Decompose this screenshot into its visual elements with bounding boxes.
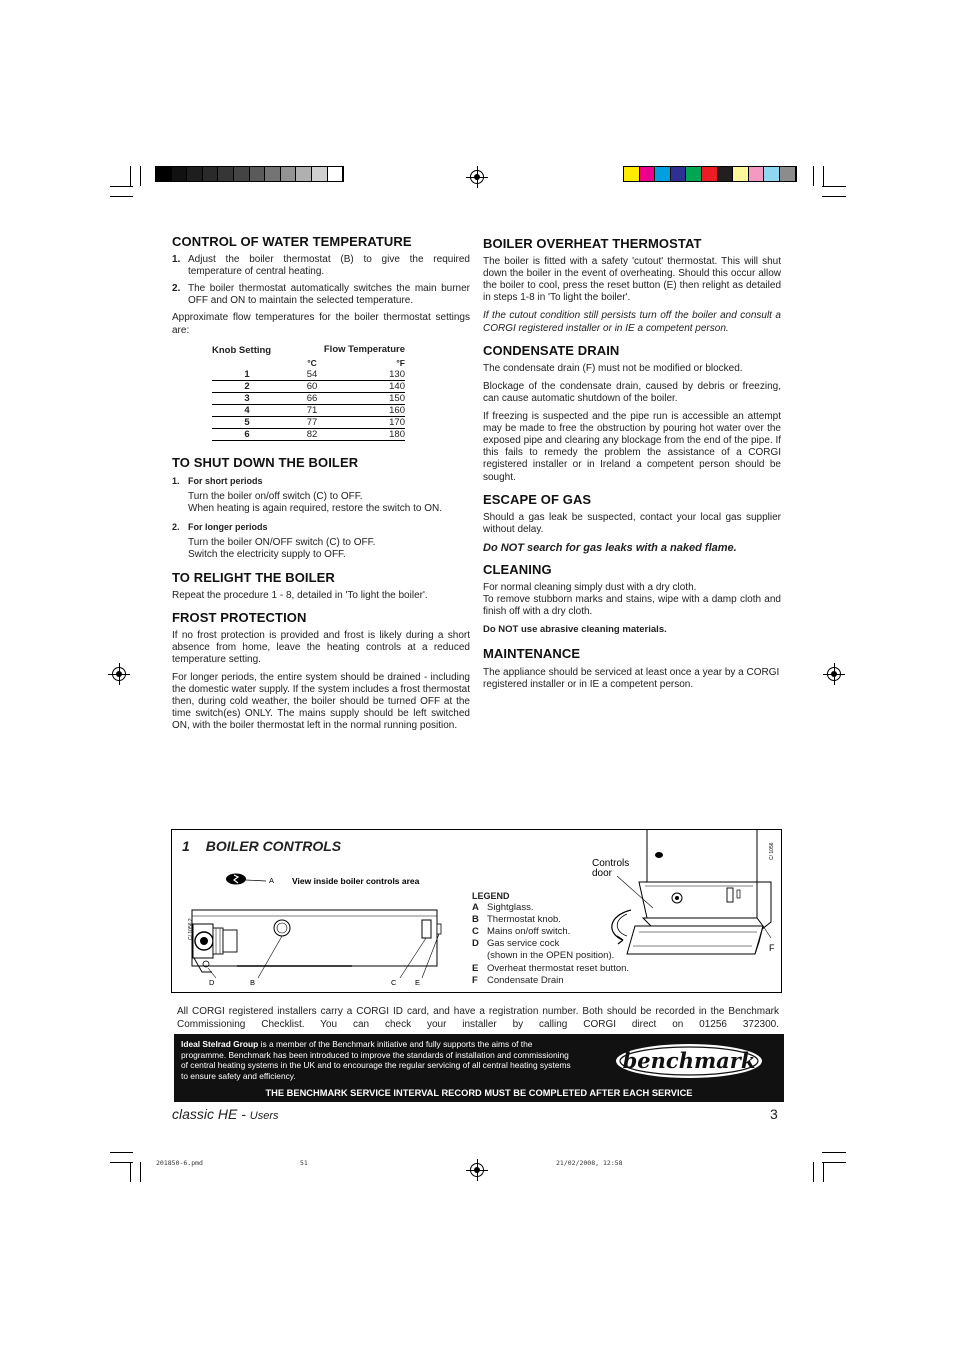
table-row: 3 66 150 [212, 392, 405, 404]
figure-ref-left: C/ 1056.2 [188, 918, 194, 940]
color-swatch [702, 167, 718, 181]
left-column [172, 236, 470, 739]
legend-item: E Overheat thermostat reset button. [472, 962, 630, 974]
relight-text: Repeat the procedure 1 - 8, detailed in 'To light the boiler'. [172, 589, 428, 601]
color-swatch [172, 167, 188, 181]
label-e: E [415, 978, 421, 987]
maintenance-heading: MAINTENANCE [483, 646, 581, 662]
frost-heading: FROST PROTECTION [172, 609, 307, 625]
cleaning-p1: For normal cleaning simply dust with a dry cloth. [483, 582, 697, 594]
maintenance-p1: The appliance should be serviced at least once a year by a CORGI registered installer or in IE a competent person. [483, 666, 780, 690]
water-temp-steps [172, 254, 470, 307]
registration-mark-top [466, 166, 488, 188]
water-temp-heading: CONTROL OF WATER TEMPERATURE [172, 234, 412, 249]
controls-area-diagram [172, 868, 462, 992]
legend-item: C Mains on/off switch. [472, 926, 571, 938]
boiler-controls-figure [171, 829, 782, 993]
boiler-diagram [587, 830, 783, 992]
temp-intro: Approximate flow temperatures for the boiler thermostat settings are: [172, 312, 470, 336]
cleaning-warning: Do NOT use abrasive cleaning materials. [483, 624, 667, 636]
list-item: 1. Adjust the boiler thermostat (B) to give the required temperature of central heating. [172, 254, 470, 278]
legend-item: A Sightglass. [472, 902, 534, 914]
long-period-title: 2. For longer periods [172, 522, 268, 533]
slug-page: 51 [300, 1159, 308, 1167]
table-unit-f: °F [396, 357, 405, 368]
legend-item: (shown in the OPEN position). [487, 950, 615, 962]
benchmark-banner [174, 1034, 784, 1102]
corgi-note: All CORGI registered installers carry a CORGI ID card, and have a registration number. Both should be recorded in the Benchmark Commissioning Checklist. You can check your installer by calling CORGI direct on 01256 372300. [177, 1006, 779, 1030]
controls-door-label-2: door [592, 868, 613, 879]
page-number: 3 [770, 1106, 778, 1122]
color-swatch [328, 167, 344, 181]
overheat-heading: BOILER OVERHEAT THERMOSTAT [483, 236, 702, 251]
frost-p1: If no frost protection is provided and frost is likely during a short absence from home, leave the heating controls at a reduced temperature setting. [172, 629, 470, 665]
color-swatch [780, 167, 796, 181]
color-swatch [218, 167, 234, 181]
short-period-title: 1. For short periods [172, 475, 263, 486]
label-c: C [391, 978, 397, 987]
sightglass-icon [226, 874, 266, 885]
table-row: 2 60 140 [212, 380, 405, 392]
list-item: 2. The boiler thermostat automatically switches the main burner OFF and ON to maintain the selected temperature. [172, 283, 470, 307]
label-f: F [769, 943, 775, 953]
registration-mark-right [823, 663, 845, 685]
gas-heading: ESCAPE OF GAS [483, 491, 592, 507]
page-footer-product: classic HE - Users [172, 1106, 279, 1122]
benchmark-footer: THE BENCHMARK SERVICE INTERVAL RECORD MUST BE COMPLETED AFTER EACH SERVICE [265, 1088, 693, 1098]
color-swatch [250, 167, 266, 181]
color-swatch [764, 167, 780, 181]
color-swatch [281, 167, 297, 181]
condensate-heading: CONDENSATE DRAIN [483, 342, 620, 358]
table-row: 1 54 130 [212, 369, 405, 381]
color-swatch [718, 167, 734, 181]
color-swatch [234, 167, 250, 181]
gas-warning: Do NOT search for gas leaks with a naked flame. [483, 541, 737, 554]
condensate-p2: Blockage of the condensate drain, caused by debris or freezing, can cause automatic shutdown of the boiler. [483, 380, 781, 404]
color-swatch [624, 167, 640, 181]
color-swatch [655, 167, 671, 181]
benchmark-text: Ideal Stelrad Group is a member of the Benchmark initiative and fully supports the aims of the programme. Benchmark has been introduced to improve the standards of installation and commissioning of central heating systems in the UK and to encourage the regular servicing of all central heating systems to ensure safety and efficiency. [181, 1039, 571, 1081]
registration-mark-bottom [466, 1159, 488, 1181]
controls-door-label: Controls [592, 858, 630, 869]
table-header-knob: Knob Setting [212, 344, 272, 356]
overheat-p1: The boiler is fitted with a safety 'cutout' thermostat. This will shut down the boiler in the event of overheating. Should this occur allow the boiler to cool, press the reset button (E) then relight as detailed in steps 1-8 in 'To light the boiler'. [483, 256, 781, 304]
figure-legend: LEGEND A Sightglass. B Thermostat knob. C Mains on/off switch. D Gas service cock (shown in the OPEN position). E Overheat thermostat reset button. F Condensate Drain [472, 891, 630, 986]
right-column [483, 238, 781, 697]
table-row: 4 71 160 [212, 404, 405, 416]
color-swatch [733, 167, 749, 181]
table-row: 5 77 170 [212, 416, 405, 428]
color-swatch [640, 167, 656, 181]
benchmark-logo [614, 1042, 764, 1080]
color-swatch [312, 167, 328, 181]
legend-item: D Gas service cock [472, 938, 560, 950]
legend-item: F Condensate Drain [472, 974, 564, 986]
color-swatch [749, 167, 765, 181]
frost-p2: For longer periods, the entire system should be drained - including the domestic water supply. If the system includes a frost thermostat then, during cold weather, the boiler should be turned OFF at the time switch(es) ONLY. The mains supply should be left switched ON, with the boiler thermostat left in the normal running position. [172, 672, 470, 732]
color-swatch [686, 167, 702, 181]
view-caption: View inside boiler controls area [292, 876, 420, 886]
condensate-p3: If freezing is suspected and the pipe run is accessible an attempt may be made to free the obstruction by pouring hot water over the exposed pipe and clearing any blockage from the end of the pipe. If this fails to remedy the problem the assistance of a CORGI registered installer or in Ireland a competent person should be sought. [483, 411, 781, 483]
legend-item: B Thermostat knob. [472, 914, 561, 926]
label-a: A [269, 876, 275, 885]
color-swatch [203, 167, 219, 181]
color-swatch [156, 167, 172, 181]
temperature-table [212, 343, 405, 441]
svg-text:benchmark: benchmark [622, 1048, 756, 1073]
color-swatch [187, 167, 203, 181]
label-d: D [209, 978, 215, 987]
slug-date: 21/02/2008, 12:58 [556, 1159, 623, 1167]
long-period-instructions: Turn the boiler ON/OFF switch (C) to OFF. Switch the electricity supply to OFF. [188, 537, 376, 561]
color-swatch [296, 167, 312, 181]
label-b: B [250, 978, 256, 987]
color-swatch [265, 167, 281, 181]
table-unit-c: °C [307, 357, 317, 368]
table-row: 6 82 180 [212, 428, 405, 440]
cleaning-p2: To remove stubborn marks and stains, wipe with a damp cloth and finish off with a dry cloth. [483, 594, 781, 618]
cleaning-heading: CLEANING [483, 561, 552, 577]
slug-file: 201850-6.pmd [156, 1159, 203, 1167]
table-header-flow: Flow Temperature [323, 343, 405, 355]
shutdown-heading: TO SHUT DOWN THE BOILER [172, 454, 359, 470]
short-period-instructions: Turn the boiler on/off switch (C) to OFF. When heating is again required, restore the switch to ON. [188, 491, 443, 515]
process-color-bar [623, 166, 797, 182]
gas-p1: Should a gas leak be suspected, contact your local gas supplier without delay. [483, 511, 781, 535]
relight-heading: TO RELIGHT THE BOILER [172, 569, 335, 585]
overheat-p2: If the cutout condition still persists turn off the boiler and consult a CORGI registered installer or in IE a competent person. [483, 310, 781, 334]
registration-mark-left [108, 663, 130, 685]
figure-ref-right: C/ 1056 [769, 842, 775, 860]
condensate-p1: The condensate drain (F) must not be modified or blocked. [483, 362, 743, 374]
color-swatch [671, 167, 687, 181]
gray-color-bar [155, 166, 344, 182]
figure-title: 1 BOILER CONTROLS [182, 838, 342, 854]
